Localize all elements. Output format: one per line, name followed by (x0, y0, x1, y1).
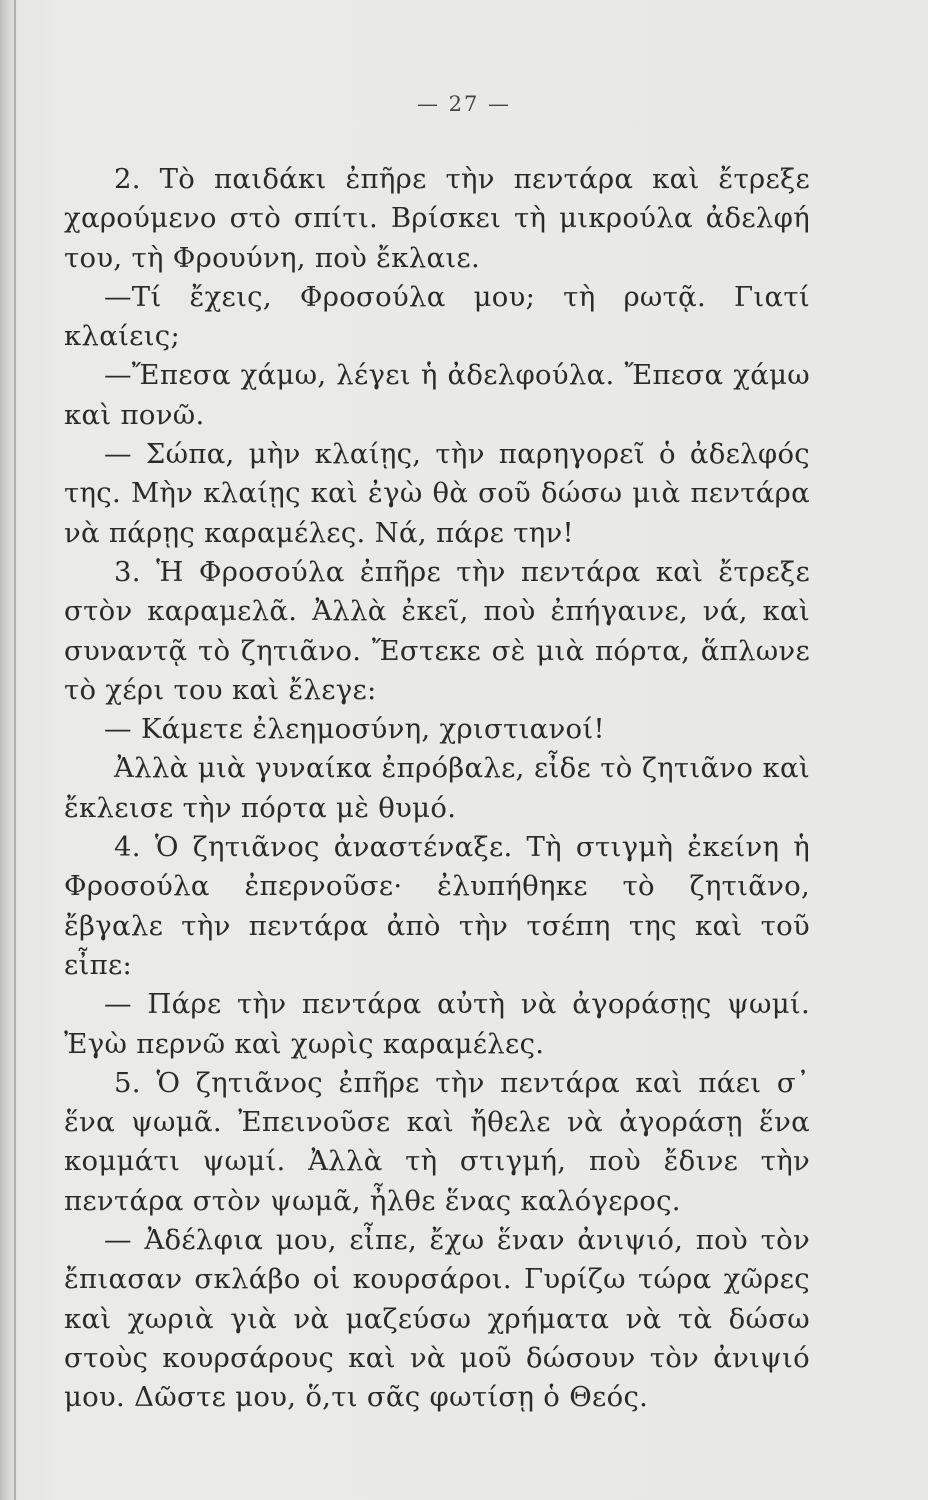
paragraph-dialogue: —Τί ἔχεις, Φροσούλα μου; τὴ ρωτᾷ. Γιατί κλαίεις; (64, 280, 810, 353)
page-gutter (14, 0, 16, 1500)
paragraph-dialogue: — Πάρε τὴν πεντάρα αὐτὴ νὰ ἀγοράσῃς ψωμί. Ἐγὼ περνῶ καὶ χωρὶς καραμέλες. (64, 988, 810, 1060)
page-number: — 27 — (416, 92, 512, 116)
paragraph-dialogue: — Σώπα, μὴν κλαίῃς, τὴν παρηγορεῖ ὁ ἀδελφός της. Μὴν κλαίῃς καὶ ἐγὼ θὰ σοῦ δώσω μιὰ πεντάρα νὰ πάρῃς καραμέλες. Νά, πάρε την! (64, 438, 810, 549)
body-text (64, 160, 810, 1418)
paragraph-dialogue: — Κάμετε ἐλεημοσύνη, χριστιανοί! (104, 713, 605, 746)
paragraph-section-5: 5. Ὁ ζητιᾶνος ἐπῆρε τὴν πεντάρα καὶ πάει σ᾽ ἕνα ψωμᾶ. Ἐπεινοῦσε καὶ ἤθελε νὰ ἀγοράσῃ ἕνα κομμάτι ψωμί. Ἀλλὰ τὴ στιγμή, ποὺ ἔδινε τὴν πεντάρα στὸν ψωμᾶ, ἦλθε ἕνας καλόγερος. (64, 1066, 810, 1217)
paragraph-dialogue: — Ἀδέλφια μου, εἶπε, ἔχω ἕναν ἀνιψιό, ποὺ τὸν ἔπιασαν σκλάβο οἱ κουρσάροι. Γυρίζω τώρα χῶρες καὶ χωριὰ γιὰ νὰ μαζεύσω χρήματα νὰ τὰ δώσω στοὺς κουρσάρους καὶ νὰ μοῦ δώσουν τὸν ἀνιψιό μου. Δῶστε μου, ὅ,τι σᾶς φωτίσῃ ὁ Θεός. (64, 1224, 810, 1414)
paragraph-section-4: 4. Ὁ ζητιᾶνος ἀναστέναξε. Τὴ στιγμὴ ἐκείνη ἡ Φροσούλα ἐπερνοῦσε· ἐλυπήθηκε τὸ ζητιᾶνο, ἔβγαλε τὴν πεντάρα ἀπὸ τὴν τσέπη της καὶ τοῦ εἶπε: (64, 831, 810, 981)
paragraph-dialogue: —Ἔπεσα χάμω, λέγει ἡ ἀδελφούλα. Ἔπεσα χάμω καὶ πονῶ. (64, 359, 810, 431)
paragraph-section-3: 3. Ἡ Φροσούλα ἐπῆρε τὴν πεντάρα καὶ ἔτρεξε στὸν καραμελᾶ. Ἀλλὰ ἐκεῖ, ποὺ ἐπήγαινε, νά, καὶ συναντᾷ τὸ ζητιᾶνο. Ἔστεκε σὲ μιὰ πόρτα, ἅπλωνε τὸ χέρι του καὶ ἔλεγε: (64, 555, 810, 706)
paragraph: Ἀλλὰ μιὰ γυναίκα ἐπρόβαλε, εἶδε τὸ ζητιᾶνο καὶ ἔκλεισε τὴν πόρτα μὲ θυμό. (64, 752, 810, 824)
paragraph-section-2: 2. Τὸ παιδάκι ἐπῆρε τὴν πεντάρα καὶ ἔτρεξε χαρούμενο στὸ σπίτι. Βρίσκει τὴ μικρούλα ἀδελφή του, τὴ Φρουύνη, ποὺ ἔκλαιε. (64, 163, 810, 274)
